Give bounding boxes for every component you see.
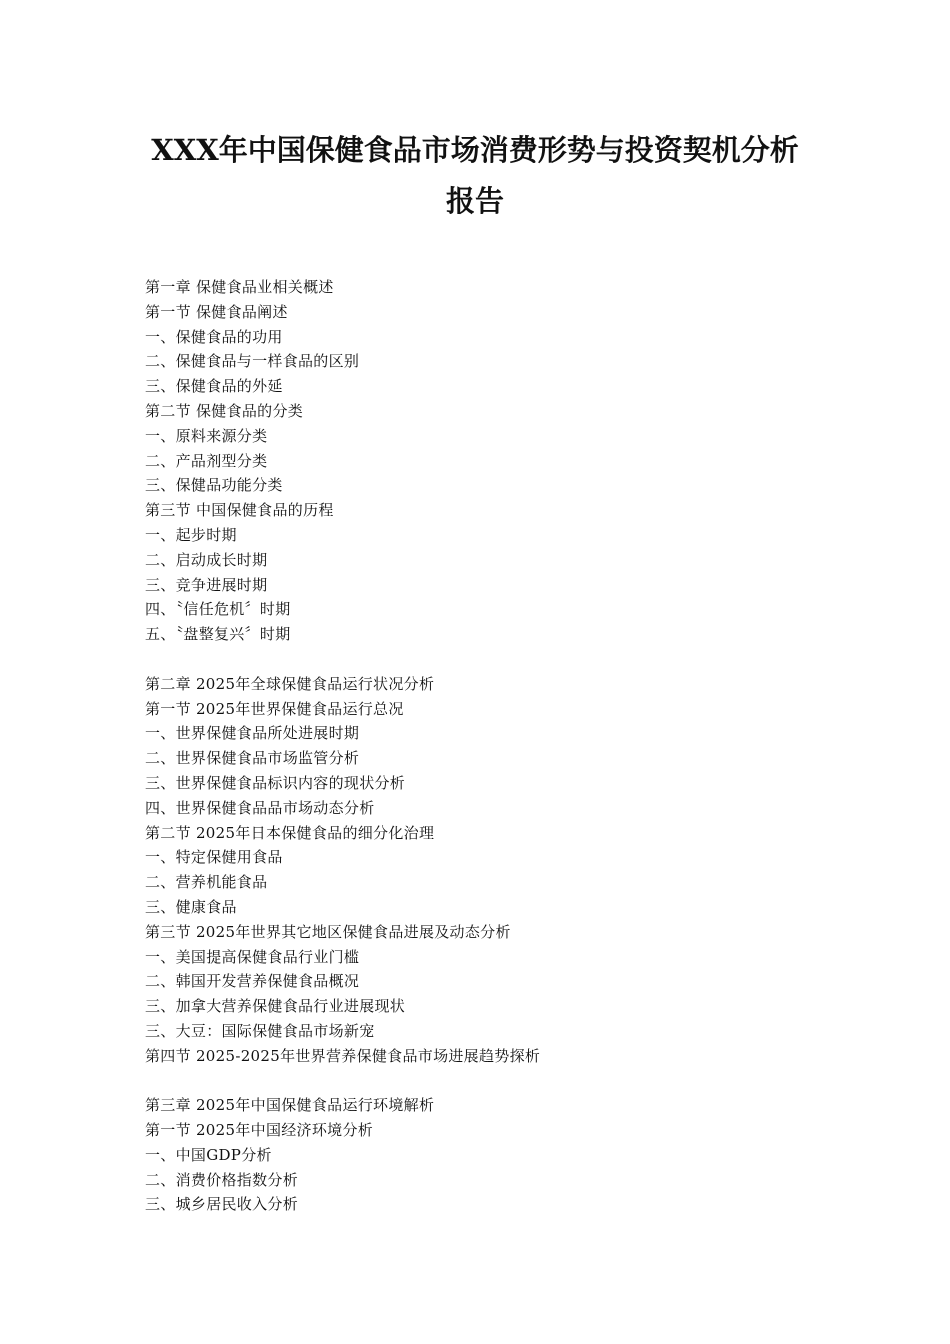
toc-entry: 第一章 保健食品业相关概述 [145, 278, 334, 296]
toc-entry: 一、保健食品的功用 [145, 327, 283, 346]
toc-entry: 第一节 2025年世界保健食品运行总况 [145, 699, 404, 718]
toc-entry: 三、城乡居民收入分析 [145, 1195, 299, 1214]
document-title-line-1: XXX年中国保健食品市场消费形势与投资契机分析 [151, 133, 799, 167]
toc-entry: 一、特定保健用食品 [145, 848, 283, 867]
toc-chapter-group [145, 1093, 845, 1217]
toc-entry: 四、世界保健食品品市场动态分析 [145, 798, 375, 817]
toc-entry: 一、起步时期 [145, 525, 237, 544]
toc-entry: 五、〝盘整复兴〞时期 [145, 625, 291, 644]
toc-entry: 第二节 2025年日本保健食品的细分化治理 [145, 823, 435, 842]
toc-entry: 二、产品剂型分类 [145, 451, 268, 470]
toc-entry: 第三节 中国保健食品的历程 [145, 501, 334, 520]
toc-chapter-group [145, 672, 845, 1069]
toc-entry: 三、世界保健食品标识内容的现状分析 [145, 773, 406, 792]
toc-entry: 第一节 2025年中国经济环境分析 [145, 1121, 374, 1140]
toc-entry: 第四节 2025-2025年世界营养保健食品市场进展趋势探析 [145, 1046, 541, 1065]
toc-entry: 第二节 保健食品的分类 [145, 401, 304, 420]
toc-entry: 第三章 2025年中国保健食品运行环境解析 [145, 1096, 435, 1115]
document-title-line-2: 报告 [445, 184, 504, 218]
toc-entry: 二、启动成长时期 [145, 550, 268, 569]
toc-entry: 第三节 2025年世界其它地区保健食品进展及动态分析 [145, 922, 511, 941]
toc-entry: 一、原料来源分类 [145, 426, 268, 445]
toc-entry: 第二章 2025年全球保健食品运行状况分析 [145, 674, 435, 693]
toc-entry: 三、大豆：国际保健食品市场新宠 [145, 1021, 375, 1040]
toc-entry: 三、健康食品 [145, 897, 237, 916]
toc-entry: 三、保健食品的外延 [145, 377, 283, 396]
toc-entry: 一、美国提高保健食品行业门槛 [145, 947, 360, 966]
toc-entry: 二、保健食品与一样食品的区别 [145, 352, 360, 371]
toc-entry: 一、中国GDP分析 [145, 1145, 272, 1164]
toc-entry: 二、营养机能食品 [145, 873, 268, 892]
toc-entry: 三、竞争进展时期 [145, 575, 268, 594]
toc-chapter-group [145, 275, 845, 647]
table-of-contents [145, 275, 845, 1242]
toc-entry: 第一节 保健食品阐述 [145, 302, 288, 321]
toc-entry: 二、消费价格指数分析 [145, 1170, 299, 1189]
toc-entry: 四、〝信任危机〞时期 [145, 600, 291, 619]
toc-entry: 三、加拿大营养保健食品行业进展现状 [145, 997, 406, 1016]
toc-entry: 二、世界保健食品市场监管分析 [145, 749, 360, 768]
toc-entry: 三、保健品功能分类 [145, 476, 283, 495]
toc-entry: 一、世界保健食品所处进展时期 [145, 724, 360, 743]
toc-entry: 二、韩国开发营养保健食品概况 [145, 972, 360, 991]
